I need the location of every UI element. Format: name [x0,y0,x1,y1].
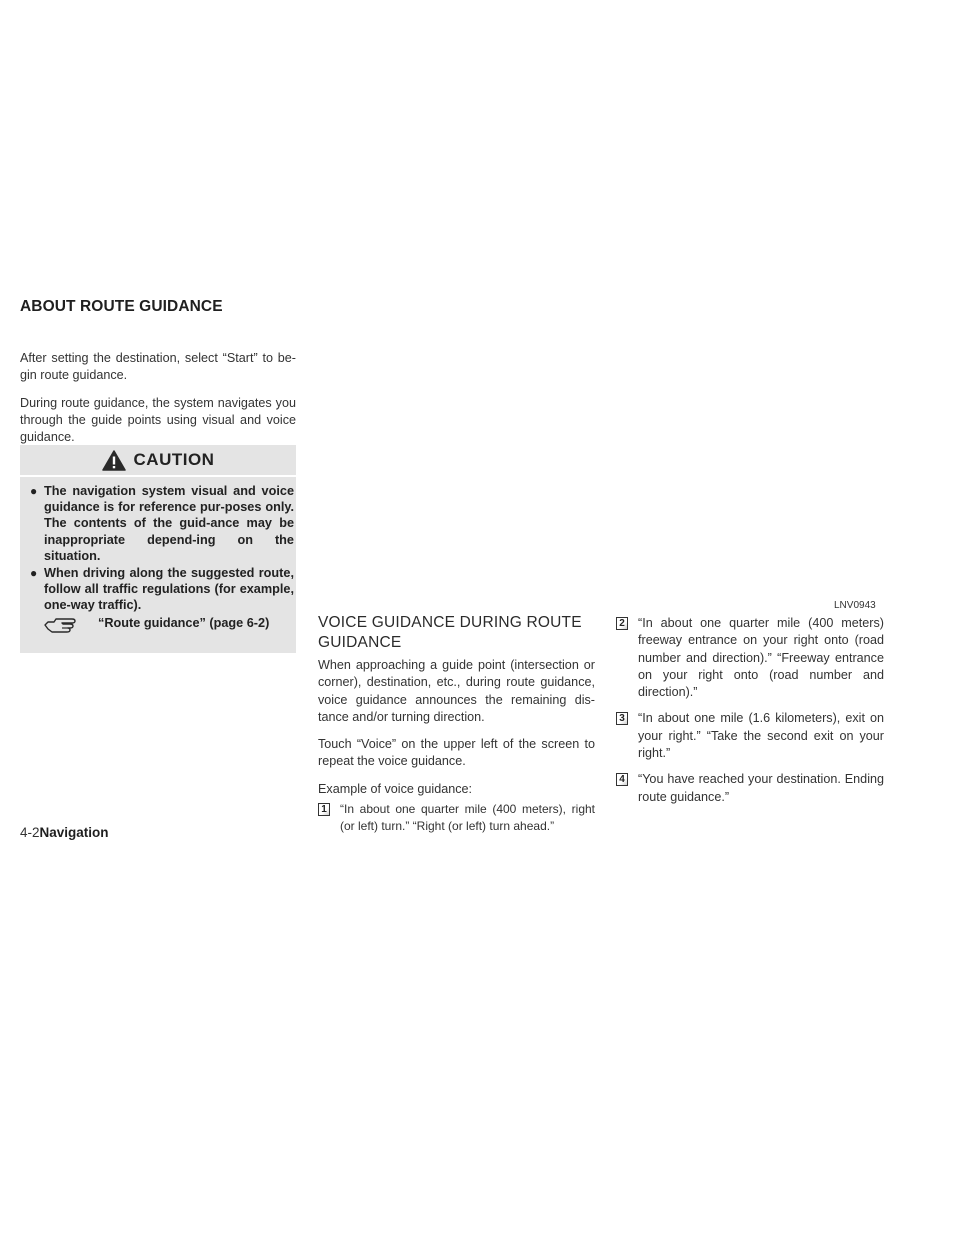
number-badge: 1 [318,803,330,816]
voice-paragraph-3: Example of voice guidance: [318,781,473,796]
caution-item [30,565,294,614]
bullet-icon: ● [30,484,38,498]
example-item [616,615,884,701]
number-badge: 3 [616,712,628,725]
voice-paragraph-2: Touch “Voice” on the upper left of the screen to repeat the voice guidance. [318,737,595,769]
chapter-name: Navigation [39,825,109,840]
section-title: ABOUT ROUTE GUIDANCE [20,298,223,315]
caution-item-text: The navigation system visual and voice guidance is for reference pur-poses only. The contents of the guid-ance may be inappropriate depend-ing on the situation. [44,484,294,563]
example-text: “In about one quarter mile (400 meters), right (or left) turn.” “Right (or left) turn ahead.” [340,802,595,834]
example-text: “You have reached your destination. Ending route guidance.” [638,772,884,804]
intro-text [20,350,296,456]
caution-box [20,445,296,653]
image-code: LNV0943 [834,600,876,611]
example-text: “In about one quarter mile (400 meters) freeway entrance on your right onto (road number and direction).” “Freeway entrance on your right onto (road number and direction).” [638,616,884,700]
pointing-hand-icon [44,616,76,634]
caution-item-text: When driving along the suggested route, follow all traffic regulations (for example, one-way traffic). [44,566,294,613]
voice-guidance-body [318,657,595,836]
example-item [318,801,595,836]
cross-reference: “Route guidance” (page 6-2) [98,616,270,630]
example-text: “In about one mile (1.6 kilometers), exit on your right.” “Take the second exit on your right.” [638,711,884,761]
caution-divider [20,475,296,477]
example-item [616,710,884,762]
example-item [616,771,884,806]
page-number: 4-2 [20,825,40,840]
caution-title: CAUTION [133,450,215,469]
caution-item [30,483,294,564]
voice-guidance-heading: VOICE GUIDANCE DURING ROUTE GUIDANCE [318,614,582,651]
voice-examples-continued [616,615,884,815]
warning-triangle-icon [102,450,126,471]
caution-header [20,445,296,475]
voice-paragraph-1: When approaching a guide point (intersection or corner), destination, etc., during route guidance, voice guidance announces the remaining dis-tance and/or turning direction. [318,658,595,724]
number-badge: 4 [616,773,628,786]
intro-paragraph-2: During route guidance, the system navigates you through the guide points using visual and voice guidance. [20,395,296,445]
bullet-icon: ● [30,566,38,580]
number-badge: 2 [616,617,628,630]
page-footer [20,825,109,840]
intro-paragraph-1: After setting the destination, select “Start” to be-gin route guidance. [20,351,296,383]
